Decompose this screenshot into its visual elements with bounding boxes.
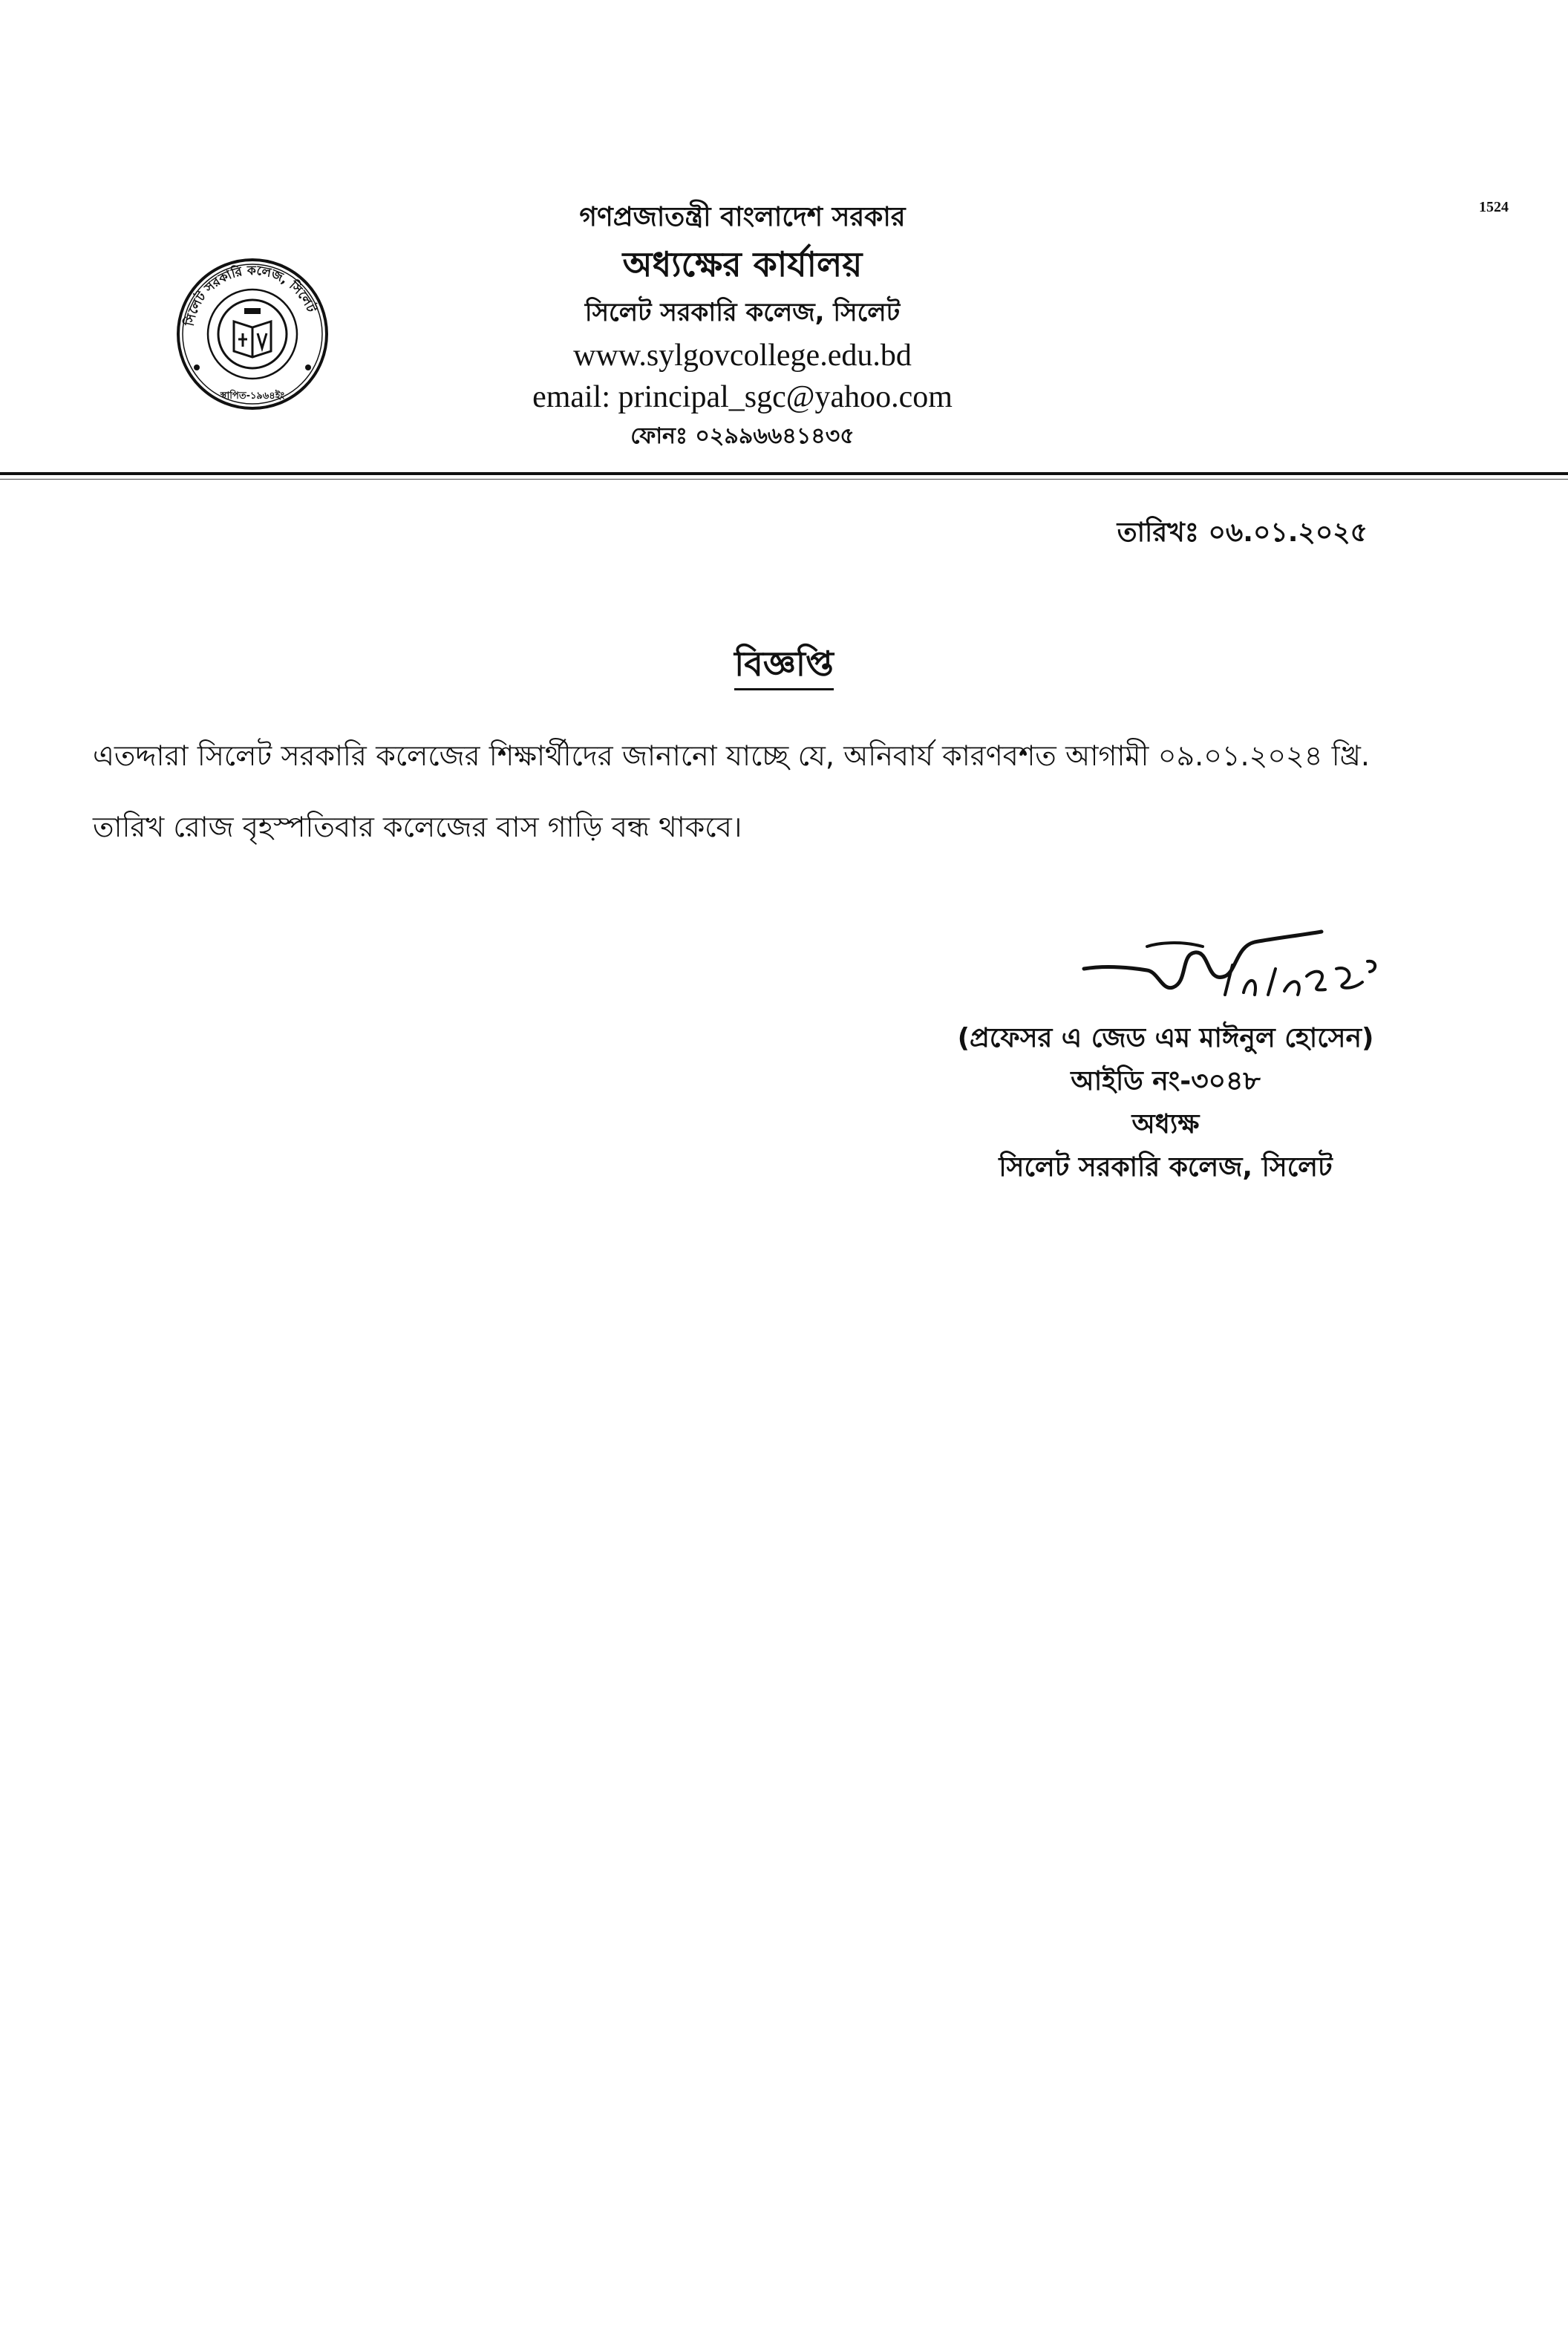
college-seal-icon [174, 256, 330, 412]
email-text: email: principal_sgc@yahoo.com [532, 380, 953, 414]
issue-date: তারিখঃ ০৬.০১.২০২৫ [1117, 517, 1368, 548]
signatory-block [913, 1017, 1418, 1189]
notice-title [0, 638, 1568, 695]
signatory-id: আইডি নং-৩০৪৮ [1071, 1066, 1261, 1096]
notice-title-text: বিজ্ঞপ্তি [734, 644, 834, 690]
notice-body: এতদ্দারা সিলেট সরকারি কলেজের শিক্ষার্থীদের জানানো যাচ্ছে যে, অনিবার্য কারণবশত আগামী ০৯.০১.২০২৪ খ্রি. তারিখ রোজ বৃহস্পতিবার কলেজের বাস গাড়ি বন্ধ থাকবে। [93, 739, 1370, 843]
signatory-name: (প্রফেসর এ জেড এম মাঈনুল হোসেন) [957, 1023, 1374, 1053]
government-name: গণপ্রজাতন্ত্রী বাংলাদেশ সরকার [579, 202, 906, 232]
page-number: 1524 [1479, 199, 1509, 215]
signatory-college: সিলেট সরকারি কলেজ, সিলেট [999, 1152, 1333, 1183]
letterhead [416, 197, 1069, 455]
college-name: সিলেট সরকারি কলেজ, সিলেট [584, 298, 901, 327]
seal-established: স্থাপিত-১৯৬৪ইং [220, 390, 285, 402]
seal-ring-text: সিলেট সরকারি কলেজ, সিলেট [182, 263, 318, 328]
phone-text: ফোনঃ ০২৯৯৬৬৪১৪৩৫ [630, 423, 855, 449]
header-divider [0, 472, 1568, 475]
signatory-designation: অধ্যক্ষ [1131, 1109, 1200, 1140]
signature-icon [1077, 924, 1381, 1013]
office-name: অধ্যক্ষের কার্যালয় [622, 244, 863, 284]
svg-text:সিলেট সরকারি কলেজ, সিলেট [180, 263, 319, 328]
header-divider-thin [0, 479, 1568, 480]
website-text: www.sylgovcollege.edu.bd [573, 339, 912, 373]
